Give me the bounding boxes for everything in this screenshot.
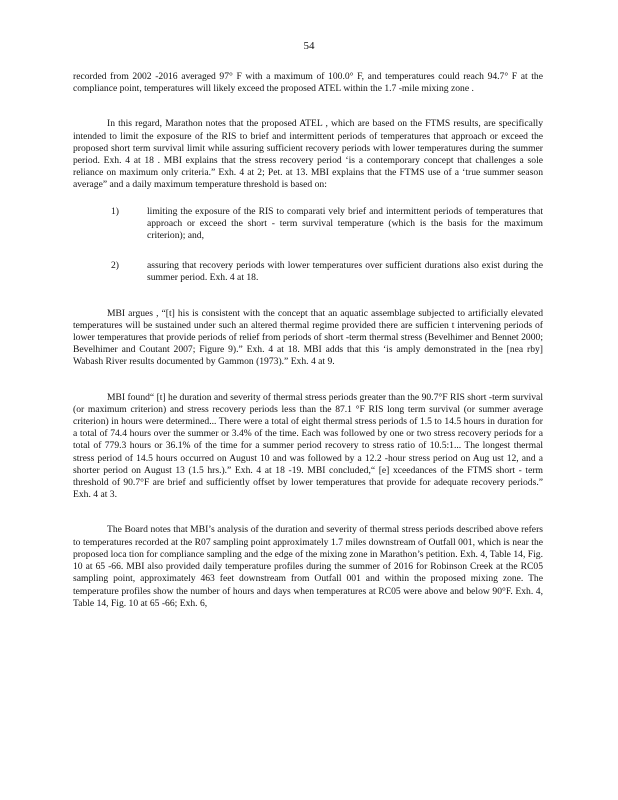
paragraph-mbi-argues: MBI argues , “[t] his is consistent with the concept that an aquatic assemblage subjected to artificially elevated temperatures will be sustained under such an altered thermal regime provided there are sufficien t intervening periods of lower temperatures that provide periods of relief from periods of short -term thermal stress (Bevelhimer and Bennet 2000; Bevelhimer and Coutant 2007; Figure 9).” Exh. 4 at 18. MBI adds that this ‘is amply demonstrated in the [nea rby] Wabash River results documented by Gammon (1973).” Exh. 4 at 9. [73, 307, 543, 368]
list-item-text: assuring that recovery periods with lower temperatures over sufficient durations also exist during the summer period. Exh. 4 at 18. [147, 260, 543, 284]
page-number: 54 [303, 40, 315, 52]
list-item [73, 206, 543, 243]
paragraph-continuation: recorded from 2002 -2016 averaged 97° F with a maximum of 100.0° F, and temperatures could reach 94.7° F at the compliance point, temperatures will likely exceed the proposed ATEL within the 1.7 -mile mixing zone . [73, 71, 543, 95]
list-item-text: limiting the exposure of the RIS to comparati vely brief and intermittent periods of temperatures that approach or exceed the short - term survival temperature (which is the basis for the maximum criterion); and, [147, 205, 543, 242]
list-item-number: 2) [111, 260, 119, 272]
paragraph-board-notes: The Board notes that MBI’s analysis of the duration and severity of thermal stress periods described above refers to temperatures recorded at the R07 sampling point approximately 1.7 miles downstream of Outfall 001, which is near the proposed loca tion for compliance sampling and the edge of the mixing zone in Marathon’s petition. Exh. 4, Table 14, Fig. 10 at 65 -66. MBI also provided daily temperature profiles during the summer of 2016 for Robinson Creek at the RC05 sampling point, approximately 463 feet downstream from Outfall 001 and within the proposed mixing zone. The temperature profiles show the number of hours and days when temperatures at RC05 were above and below 90°F. Exh. 4, Table 14, Fig. 10 at 65 -66; Exh. 6, [73, 524, 543, 609]
paragraph-marathon-notes: In this regard, Marathon notes that the proposed ATEL , which are based on the FTMS results, are specifically intended to limit the exposure of the RIS to brief and intermittent periods of temperatures that approach or exceed the proposed short term survival limit while assuring sufficient recovery periods with lower temperatures during the summer period. Exh. 4 at 18 . MBI explains that the stress recovery period ‘is a contemporary concept that challenges a sole reliance on maximum only criteria.” Exh. 4 at 2; Pet. at 13. MBI explains that the FTMS use of a ‘true summer season average” and a daily maximum temperature threshold is based on: [73, 118, 543, 191]
document-body [73, 71, 543, 610]
list-item [73, 260, 543, 284]
paragraph-mbi-found: MBI found“ [t] he duration and severity of thermal stress periods greater than the 90.7°F RIS short -term survival (or maximum criterion) and stress recovery periods less than the 87.1 °F RIS long term survival (or summer average criterion) in hours were determined... There were a total of eight thermal stress periods of 1.5 to 14.5 hours in duration for a total of 74.4 hours over the summer or 3.4% of the time. Each was followed by one or two stress recovery periods for a total of 779.3 hours or 36.1% of the time for a summer period recovery to stress ratio of 10.5:1... The longest thermal stress period of 14.5 hours occurred on August 10 and was followed by a 12.2 -hour stress period on Aug ust 12, and a shorter period on August 13 (1.5 hrs.).” Exh. 4 at 18 -19. MBI concluded,“ [e] xceedances of the FTMS short - term threshold of 90.7°F are brief and sufficiently offset by lower temperatures that provide for adequate recovery periods.” Exh. 4 at 3. [73, 391, 543, 501]
list-item-number: 1) [111, 205, 119, 217]
